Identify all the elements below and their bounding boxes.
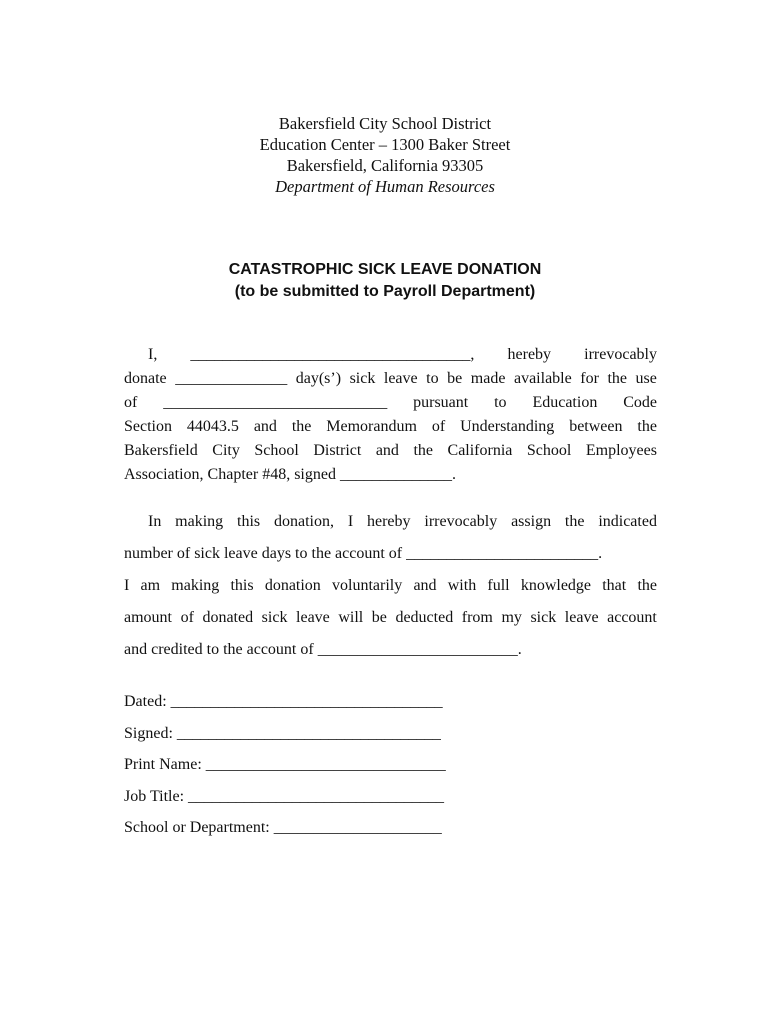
paragraph-word: from <box>461 609 493 626</box>
signed-field[interactable]: Signed: _________________________________ <box>124 724 441 742</box>
paragraph-word: leave <box>564 609 599 626</box>
paragraph-line <box>124 506 657 538</box>
paragraph-word: the <box>637 418 657 435</box>
form-title-main: CATASTROPHIC SICK LEAVE DONATION <box>228 261 542 278</box>
paragraph-word: donate <box>124 370 167 387</box>
paragraph-word: this <box>237 513 261 530</box>
paragraph-word: use <box>635 370 657 387</box>
paragraph-word: between <box>569 418 623 435</box>
paragraph-word: 44043.5 <box>186 418 239 435</box>
paragraph-word: ______________ <box>175 370 288 387</box>
paragraph-line <box>124 415 657 439</box>
paragraph-word: donation <box>264 577 321 594</box>
paragraph-line <box>124 602 657 634</box>
dated-field[interactable]: Dated: __________________________________ <box>124 693 443 710</box>
letterhead <box>0 113 770 197</box>
paragraph-word: for <box>580 370 599 387</box>
paragraph-word: will <box>338 609 364 626</box>
paragraph-word: sick <box>261 609 288 626</box>
paragraph-word: Employees <box>585 442 657 459</box>
department-name: Department of Human Resources <box>275 177 495 196</box>
paragraph-word: School <box>526 442 572 459</box>
paragraph-word: Memorandum <box>326 418 417 435</box>
assignment-paragraph <box>124 506 657 666</box>
paragraph-word: this <box>230 577 254 594</box>
paragraph-line <box>124 570 657 602</box>
signature-block <box>124 686 544 844</box>
school-or-department-field[interactable]: School or Department: _____________________ <box>124 819 442 836</box>
paragraph-word: I <box>347 513 354 530</box>
paragraph-line: and credited to the account of _________________________. <box>124 641 522 658</box>
paragraph-word: indicated <box>598 513 657 530</box>
paragraph-word: Code <box>623 394 657 411</box>
form-title-sub: (to be submitted to Payroll Department) <box>234 283 536 300</box>
paragraph-word: to <box>426 370 439 387</box>
paragraph-word: making <box>171 577 220 594</box>
paragraph-word: District <box>313 442 362 459</box>
paragraph-word: day(s’) <box>295 370 342 387</box>
paragraph-line <box>124 367 657 391</box>
paragraph-word: pursuant <box>413 394 469 411</box>
paragraph-line <box>124 439 657 463</box>
paragraph-word: donated <box>202 609 254 626</box>
paragraph-word: making <box>175 513 224 530</box>
paragraph-word: assign <box>511 513 552 530</box>
paragraph-word: full <box>487 577 510 594</box>
form-title <box>0 259 770 303</box>
paragraph-word: ____________________________ <box>163 394 388 411</box>
paragraph-word: be <box>371 609 387 626</box>
paragraph-word: the <box>413 442 433 459</box>
paragraph-word: deducted <box>395 609 454 626</box>
paragraph-line <box>124 391 657 415</box>
paragraph-line: Association, Chapter #48, signed ______________. <box>124 466 456 483</box>
paragraph-word: made <box>470 370 506 387</box>
paragraph-word: of <box>124 394 138 411</box>
paragraph-word: be <box>447 370 463 387</box>
paragraph-word: of <box>431 418 446 435</box>
paragraph-word: In <box>148 513 162 530</box>
paragraph-word: am <box>140 577 161 594</box>
paragraph-word: sick <box>349 370 376 387</box>
paragraph-word: Section <box>124 418 172 435</box>
district-address: Education Center – 1300 Baker Street <box>259 135 511 154</box>
paragraph-word: the <box>637 577 657 594</box>
paragraph-word: amount <box>124 609 172 626</box>
paragraph-word: Understanding <box>460 418 555 435</box>
paragraph-word: donation, <box>273 513 334 530</box>
paragraph-word: available <box>513 370 572 387</box>
paragraph-word: account <box>607 609 657 626</box>
print-name-field[interactable]: Print Name: ______________________________ <box>124 756 446 773</box>
paragraph-word: irrevocably <box>584 346 657 363</box>
paragraph-word: City <box>212 442 240 459</box>
paragraph-word: leave <box>383 370 418 387</box>
paragraph-word: my <box>501 609 522 626</box>
paragraph-word: leave <box>296 609 330 626</box>
paragraph-word: irrevocably <box>424 513 498 530</box>
paragraph-word: I <box>124 577 130 594</box>
paragraph-word: that <box>602 577 627 594</box>
paragraph-word: and <box>253 418 277 435</box>
job-title-field[interactable]: Job Title: ________________________________ <box>124 787 445 805</box>
paragraph-word: and <box>375 442 399 459</box>
paragraph-word: School <box>254 442 299 459</box>
paragraph-word: Education <box>532 394 598 411</box>
paragraph-word: and <box>413 577 437 594</box>
paragraph-word: Bakersfield <box>124 442 198 459</box>
paragraph-line <box>124 343 657 367</box>
paragraph-line: number of sick leave days to the account of ________________________. <box>124 545 603 562</box>
paragraph-word: sick <box>530 609 557 626</box>
paragraph-word: the <box>291 418 312 435</box>
paragraph-word: hereby <box>507 346 552 363</box>
donation-paragraph <box>124 343 657 487</box>
paragraph-word: knowledge <box>520 577 592 594</box>
paragraph-word: of <box>180 609 194 626</box>
paragraph-word: ___________________________________, <box>190 346 475 363</box>
paragraph-word: to <box>494 394 507 411</box>
paragraph-word: California <box>447 442 513 459</box>
district-name: Bakersfield City School District <box>278 114 492 133</box>
district-city: Bakersfield, California 93305 <box>286 156 484 175</box>
paragraph-word: with <box>447 577 477 594</box>
paragraph-word: the <box>607 370 627 387</box>
paragraph-word: the <box>564 513 585 530</box>
paragraph-word: voluntarily <box>332 577 403 594</box>
paragraph-word: hereby <box>367 513 411 530</box>
paragraph-word: I, <box>148 346 158 363</box>
